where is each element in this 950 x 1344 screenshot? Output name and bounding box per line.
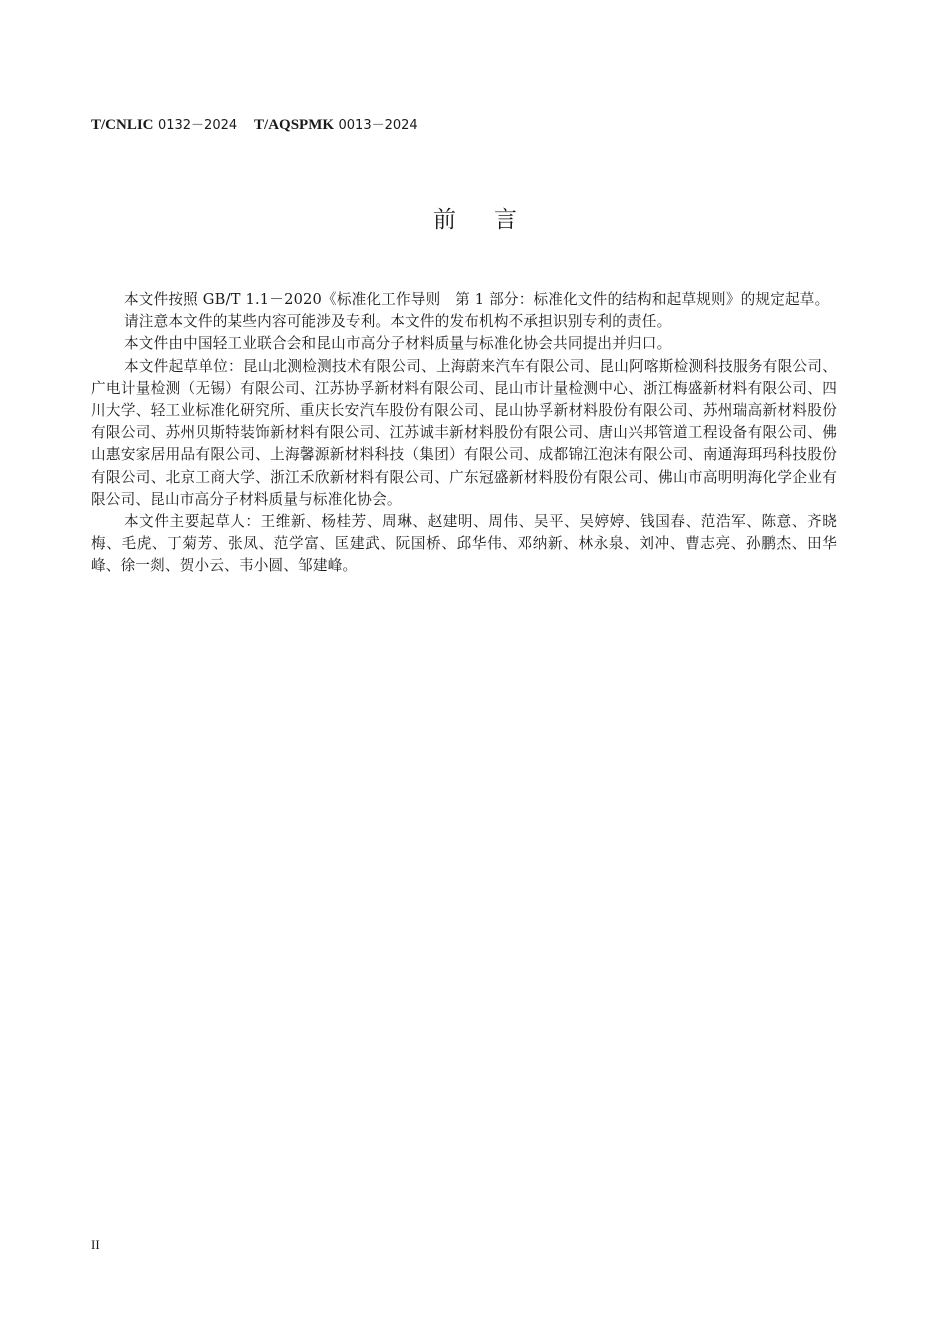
page-number: II [91, 1237, 100, 1252]
page-title-char-2: 言 [494, 207, 517, 233]
paragraph-proposer: 本文件由中国轻工业联合会和昆山市高分子材料质量与标准化协会共同提出并归口。 [124, 335, 672, 353]
paragraph-drafters: 本文件主要起草人：王维新、杨桂芳、周琳、赵建明、周伟、吴平、吴婷婷、钱国春、范浩军、陈意、齐晓梅、毛虎、丁菊芳、张凤、范学富、匡建武、阮国桥、邱华伟、邓纳新、林永泉、刘冲、曹志亮、孙鹏杰、田华峰、徐一剡、贺小云、韦小圆、邹建峰。 [91, 513, 837, 575]
standard-code-prefix-1: T/CNLIC [91, 117, 154, 133]
standard-code-number-2: 0013－2024 [338, 118, 418, 133]
standard-code-prefix-2: T/AQSPMK [254, 117, 335, 133]
foreword-body [91, 289, 837, 578]
page-title-char-1: 前 [433, 207, 456, 233]
document-code-header [91, 116, 418, 135]
paragraph-patent-notice: 请注意本文件的某些内容可能涉及专利。本文件的发布机构不承担识别专利的责任。 [124, 313, 672, 331]
standard-code-number-1: 0132－2024 [157, 118, 238, 133]
paragraph-drafting-units: 本文件起草单位：昆山北测检测技术有限公司、上海蔚来汽车有限公司、昆山阿喀斯检测科技服务有限公司、广电计量检测（无锡）有限公司、江苏协孚新材料有限公司、昆山市计量检测中心、浙江梅盛新材料有限公司、四川大学、轻工业标准化研究所、重庆长安汽车股份有限公司、昆山协孚新材料股份有限公司、苏州瑞高新材料股份有限公司、苏州贝斯特装饰新材料有限公司、江苏诚丰新材料股份有限公司、唐山兴邦管道工程设备有限公司、佛山惠安家居用品有限公司、上海馨源新材料科技（集团）有限公司、成都锦江泡沫有限公司、南通海珥玛科技股份有限公司、北京工商大学、浙江禾欣新材料有限公司、广东冠盛新材料股份有限公司、佛山市高明明海化学企业有限公司、昆山市高分子材料质量与标准化协会。 [91, 357, 837, 508]
page-title [0, 204, 950, 236]
paragraph-drafting-rules: 本文件按照 GB/T 1.1－2020《标准化工作导则 第 1 部分：标准化文件的结构和起草规则》的规定起草。 [124, 291, 830, 308]
